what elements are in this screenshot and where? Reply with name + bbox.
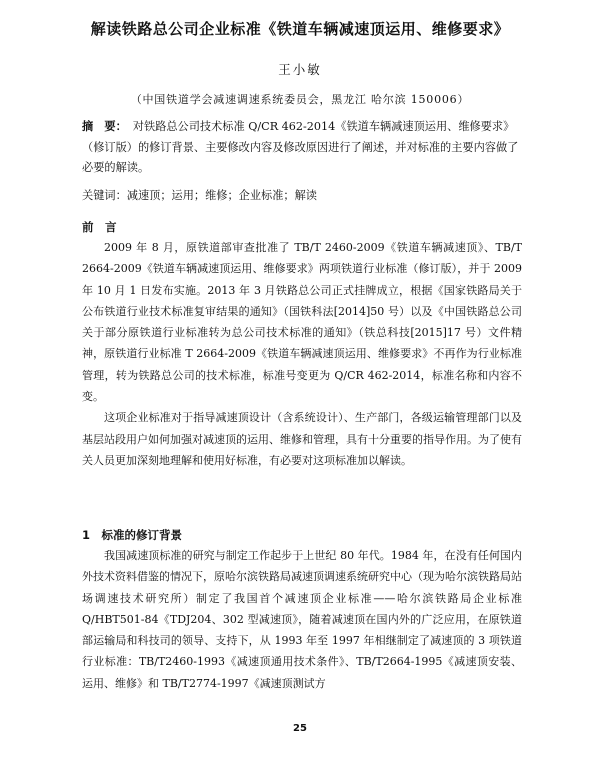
keywords: 关键词：减速顶；运用；维修；企业标准；解读 [82,189,317,202]
preface-paragraph-1: 2009 年 8 月，原铁道部审查批准了 TB/T 2460-2009《铁道车辆减速顶》、TB/T 2664-2009《铁道车辆减速顶运用、维修要求》两项铁道行业标准（修订版），并于 2009 年 10 月 1 日发布实施。2013 年 3 月铁路总公司正式挂牌成立，根据《国家铁路局关于公布铁道行业技术标准复审结果的通知》（国铁科法[2014]50 号）以及《中国铁路总公司关于部分原铁道行业标准转为总公司技术标准的通知》（铁总科技[2015]17 号）文件精神，原铁道行业标准 T 2664-2009《铁道车辆减速顶运用、维修要求》不再作为行业标准管理，转为铁路总公司的技术标准，标准号变更为 Q/CR 462-2014，标准名称和内容不变。 [82,241,522,404]
preface-body [82,237,522,471]
preface-paragraph-2: 这项企业标准对于指导减速顶设计（含系统设计）、生产部门，各级运输管理部门以及基层站段用户如何加强对减速顶的运用、维修和管理，具有十分重要的指导作用。为了使有关人员更加深刻地理解和使用好标准，有必要对这项标准加以解读。 [82,411,522,467]
author-name: 王小敏 [278,62,322,77]
section-1-body [82,545,522,694]
section-1-paragraph-1: 我国减速顶标准的研究与制定工作起步于上世纪 80 年代。1984 年，在没有任何国内外技术资料借鉴的情况下，原哈尔滨铁路局减速顶调速系统研究中心（现为哈尔滨铁路局站场调速技术研究所）制定了我国首个减速顶企业标准——哈尔滨铁路局企业标准 Q/HBT501-84《TDJ204、302 型减速顶》，随着减速顶在国内外的广泛应用，在原铁道部运输局和科技司的领导、支持下，从 1993 年至 1997 年相继制定了减速顶的 3 项铁道行业标准：TB/T2460-1993《减速顶通用技术条件》、TB/T2664-1995《减速顶安装、运用、维修》和 TB/T2774-1997《减速顶测试方 [82,549,522,690]
section-1-heading: 1 标准的修订背景 [82,528,183,542]
article-title: 解读铁路总公司企业标准《铁道车辆减速顶运用、维修要求》 [90,20,510,38]
page-number: 25 [293,723,307,734]
author-affiliation: （中国铁道学会减速调速系统委员会，黑龙江 哈尔滨 150006） [130,93,470,106]
abstract [82,117,522,179]
preface-heading: 前 言 [82,220,117,234]
abstract-text: 对铁路总公司技术标准 Q/CR 462-2014《铁道车辆减速顶运用、维修要求》（修订版）的修订背景、主要修改内容及修改原因进行了阐述，并对标准的主要内容做了必要的解读。 [82,120,519,174]
abstract-label: 摘 要： [82,120,127,133]
